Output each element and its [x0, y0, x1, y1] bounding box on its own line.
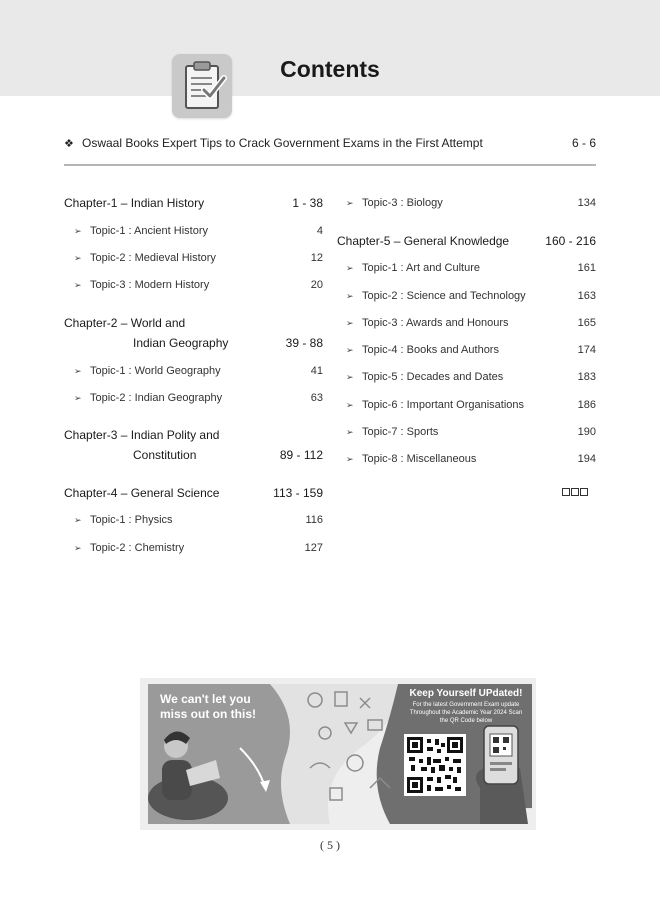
banner-right-title: Keep Yourself UPdated!	[409, 688, 523, 699]
divider	[64, 164, 596, 166]
chapter-5-entry[interactable]	[337, 233, 596, 249]
topic-page: 183	[577, 371, 596, 383]
topic-entry[interactable]	[74, 390, 323, 406]
chapter-title-cont: Constitution	[133, 448, 197, 462]
arrow-bullet-icon: ➢	[74, 366, 82, 376]
topic-entry[interactable]	[74, 223, 323, 239]
page-number: ( 5 )	[320, 838, 340, 852]
arrow-bullet-icon: ➢	[74, 543, 82, 553]
chapter-title-cont: Indian Geography	[133, 336, 229, 350]
arrow-bullet-icon: ➢	[74, 280, 82, 290]
chapter-2-entry-cont[interactable]	[133, 335, 323, 351]
chapter-3-entry-cont[interactable]	[133, 447, 323, 463]
arrow-bullet-icon: ➢	[346, 372, 354, 382]
square-icon	[580, 488, 588, 496]
chapter-2-entry[interactable]	[64, 315, 323, 331]
promo-banner[interactable]	[140, 678, 536, 830]
chapter-title: Chapter-2 – World and	[64, 316, 186, 330]
qr-code-icon[interactable]	[404, 734, 466, 796]
chapter-pages: 160 - 216	[545, 234, 596, 248]
tips-pages: 6 - 6	[571, 136, 596, 150]
chapter-pages: 89 - 112	[279, 448, 323, 462]
topic-entry[interactable]	[346, 397, 596, 413]
topic-entry[interactable]	[74, 363, 323, 379]
banner-right-subtitle: For the latest Government Exam update Throughout the Academic Year 2024 Scan the QR Code below	[409, 702, 523, 724]
topic-label: Topic-1 : World Geography	[90, 365, 221, 377]
arrow-bullet-icon: ➢	[74, 393, 82, 403]
end-marker	[562, 488, 588, 496]
arrow-bullet-icon: ➢	[346, 198, 354, 208]
diamond-bullet-icon: ❖	[64, 137, 74, 150]
topic-entry[interactable]	[74, 250, 323, 266]
topic-page: 127	[304, 542, 323, 554]
topic-label: Topic-2 : Science and Technology	[362, 290, 526, 302]
topic-entry[interactable]	[346, 260, 596, 276]
chapter-title: Chapter-1 – Indian History	[64, 196, 205, 210]
topic-label: Topic-2 : Medieval History	[90, 252, 216, 264]
topic-entry[interactable]	[346, 315, 596, 331]
arrow-bullet-icon: ➢	[346, 318, 354, 328]
topic-entry[interactable]	[346, 342, 596, 358]
topic-page: 163	[577, 290, 596, 302]
topic-entry[interactable]	[74, 277, 323, 293]
arrow-bullet-icon: ➢	[74, 226, 82, 236]
topic-page: 186	[577, 399, 596, 411]
chapter-3-entry[interactable]	[64, 427, 323, 443]
arrow-bullet-icon: ➢	[74, 253, 82, 263]
topic-page: 161	[577, 262, 596, 274]
topic-label: Topic-3 : Awards and Honours	[362, 317, 509, 329]
topic-page: 20	[310, 279, 323, 291]
arrow-bullet-icon: ➢	[346, 454, 354, 464]
topic-page: 41	[310, 365, 323, 377]
topic-page: 165	[577, 317, 596, 329]
topic-page: 63	[310, 392, 323, 404]
topic-label: Topic-4 : Books and Authors	[362, 344, 499, 356]
arrow-bullet-icon: ➢	[346, 427, 354, 437]
topic-entry[interactable]	[346, 424, 596, 440]
topic-label: Topic-3 : Biology	[362, 197, 443, 209]
topic-label: Topic-5 : Decades and Dates	[362, 371, 504, 383]
topic-label: Topic-7 : Sports	[362, 426, 439, 438]
chapter-pages: 1 - 38	[292, 196, 323, 210]
topic-page: 190	[577, 426, 596, 438]
arrow-bullet-icon: ➢	[74, 515, 82, 525]
topic-page: 134	[577, 197, 596, 209]
chapter-4-entry[interactable]	[64, 485, 323, 501]
square-icon	[562, 488, 570, 496]
topic-label: Topic-6 : Important Organisations	[362, 399, 525, 411]
tips-label: Oswaal Books Expert Tips to Crack Government Exams in the First Attempt	[82, 136, 483, 150]
topic-label: Topic-8 : Miscellaneous	[362, 453, 477, 465]
chapter-pages: 113 - 159	[273, 486, 323, 500]
clipboard-check-icon	[172, 54, 232, 118]
topic-page: 116	[305, 514, 323, 526]
topic-entry[interactable]	[346, 288, 596, 304]
topic-entry[interactable]	[346, 451, 596, 467]
topic-label: Topic-1 : Ancient History	[90, 225, 208, 237]
chapter-title: Chapter-3 – Indian Polity and	[64, 428, 220, 442]
topic-page: 174	[577, 344, 596, 356]
arrow-bullet-icon: ➢	[346, 400, 354, 410]
topic-page: 194	[577, 453, 596, 465]
topic-page: 4	[316, 225, 323, 237]
chapter-title: Chapter-4 – General Science	[64, 486, 220, 500]
topic-label: Topic-1 : Physics	[90, 514, 173, 526]
topic-label: Topic-1 : Art and Culture	[362, 262, 481, 274]
page-title: Contents	[280, 56, 380, 82]
topic-page: 12	[310, 252, 323, 264]
chapter-1-entry[interactable]	[64, 195, 323, 211]
square-icon	[571, 488, 579, 496]
banner-left-text: We can't let you miss out on this!	[160, 692, 256, 721]
topic-entry[interactable]	[346, 369, 596, 385]
arrow-bullet-icon: ➢	[346, 345, 354, 355]
chapter-pages: 39 - 88	[285, 336, 323, 350]
topic-entry[interactable]	[74, 540, 323, 556]
topic-label: Topic-2 : Chemistry	[90, 542, 185, 554]
arrow-bullet-icon: ➢	[346, 291, 354, 301]
topic-label: Topic-3 : Modern History	[90, 279, 210, 291]
tips-entry[interactable]	[64, 134, 596, 152]
arrow-bullet-icon: ➢	[346, 263, 354, 273]
topic-entry[interactable]	[74, 512, 323, 528]
topic-label: Topic-2 : Indian Geography	[90, 392, 223, 404]
topic-entry[interactable]	[346, 195, 596, 211]
chapter-title: Chapter-5 – General Knowledge	[337, 234, 510, 248]
